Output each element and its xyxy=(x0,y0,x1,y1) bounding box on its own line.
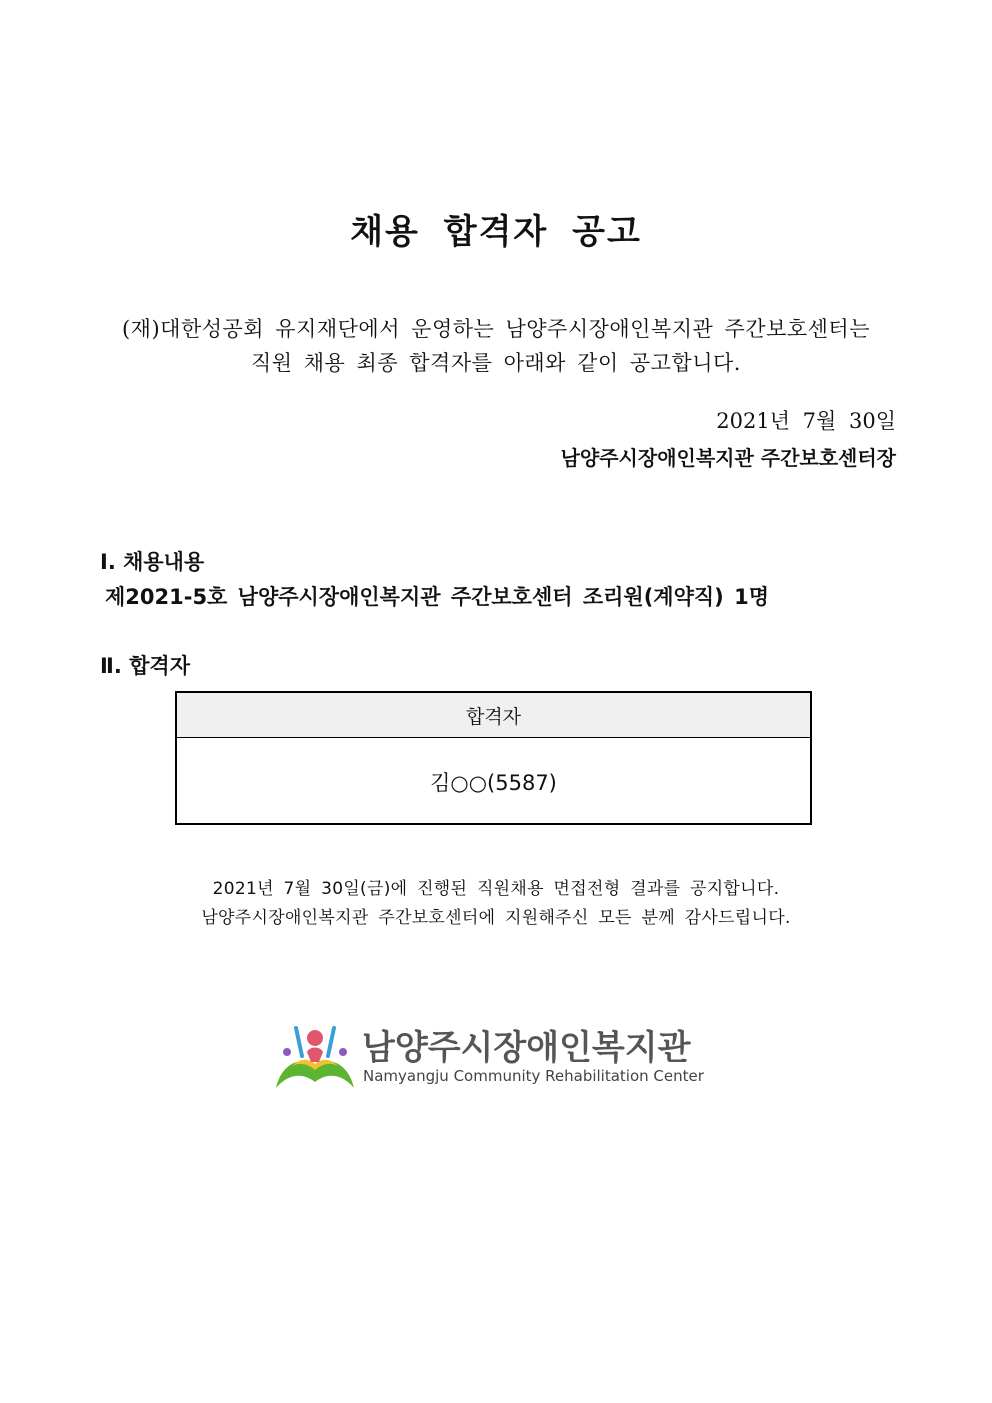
issuer-name: 남양주시장애인복지관 주간보호센터장 xyxy=(560,446,896,470)
table-header: 합격자 xyxy=(177,693,810,738)
people-arch-logo-icon xyxy=(272,1022,358,1092)
note-line-1: 2021년 7월 30일(금)에 진행된 직원채용 면접전형 결과를 공지합니다. xyxy=(212,879,780,899)
section-1-body: 제2021-5호 남양주시장애인복지관 주간보호센터 조리원(계약직) 1명 xyxy=(105,585,769,609)
intro-line-1: (재)대한성공회 유지재단에서 운영하는 남양주시장애인복지관 주간보호센터는 xyxy=(121,317,871,341)
section-1-heading: Ⅰ. 채용내용 xyxy=(100,550,205,574)
table-cell-result: 김○○(5587) xyxy=(430,771,557,795)
intro-line-2: 직원 채용 최종 합격자를 아래와 같이 공고합니다. xyxy=(251,351,741,375)
logo-name-korean: 남양주시장애인복지관 xyxy=(362,1028,691,1068)
page-title: 채용 합격자 공고 xyxy=(350,212,642,252)
announcement-date: 2021년 7월 30일 xyxy=(716,409,896,433)
logo-name-english: Namyangju Community Rehabilitation Center xyxy=(363,1067,704,1085)
section-2-heading: Ⅱ. 합격자 xyxy=(100,654,190,678)
note-line-2: 남양주시장애인복지관 주간보호센터에 지원해주신 모든 분께 감사드립니다. xyxy=(201,908,791,928)
result-table xyxy=(175,691,812,825)
